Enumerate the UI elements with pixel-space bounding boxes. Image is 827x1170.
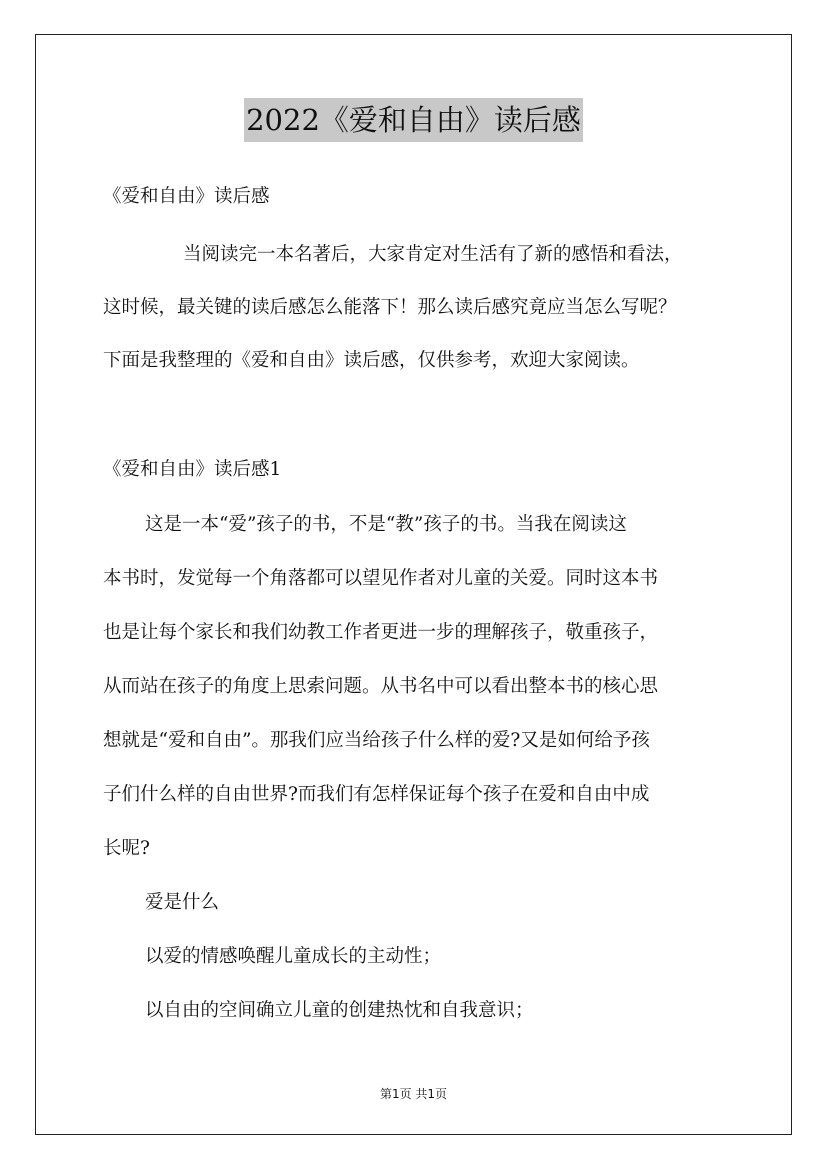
body-line: 本书时，发觉每一个角落都可以望见作者对儿童的关爱。同时这本书 [103, 568, 659, 589]
body-line: 子们什么样的自由世界?而我们有怎样保证每个孩子在爱和自由中成 [103, 784, 650, 805]
body-line: 想就是“爱和自由”。那我们应当给孩子什么样的爱?又是如何给予孩 [103, 730, 650, 751]
page-number-footer: 第1页 共1页 [379, 1087, 448, 1101]
intro-line: 当阅读完一本名著后，大家肯定对生活有了新的感悟和看法， [183, 244, 683, 265]
document-title: 2022《爱和自由》读后感 [244, 98, 583, 142]
list-line: 以爱的情感唤醒儿童成长的主动性； [145, 946, 442, 967]
section-heading: 《爱和自由》读后感1 [103, 459, 282, 480]
body-line: 从而站在孩子的角度上思索问题。从书名中可以看出整本书的核心思 [103, 676, 659, 697]
body-line: 这是一本“爱”孩子的书，不是“教”孩子的书。当我在阅读这 [145, 514, 627, 535]
intro-heading: 《爱和自由》读后感 [103, 186, 270, 207]
list-line: 爱是什么 [145, 892, 220, 913]
body-line: 也是让每个家长和我们幼教工作者更进一步的理解孩子，敬重孩子， [103, 622, 659, 643]
intro-line: 这时候，最关键的读后感怎么能落下！那么读后感究竟应当怎么写呢？ [103, 297, 677, 318]
intro-line: 下面是我整理的《爱和自由》读后感，仅供参考，欢迎大家阅读。 [103, 350, 640, 371]
list-line: 以自由的空间确立儿童的创建热忱和自我意识； [145, 1000, 534, 1021]
body-line: 长呢? [103, 838, 150, 859]
